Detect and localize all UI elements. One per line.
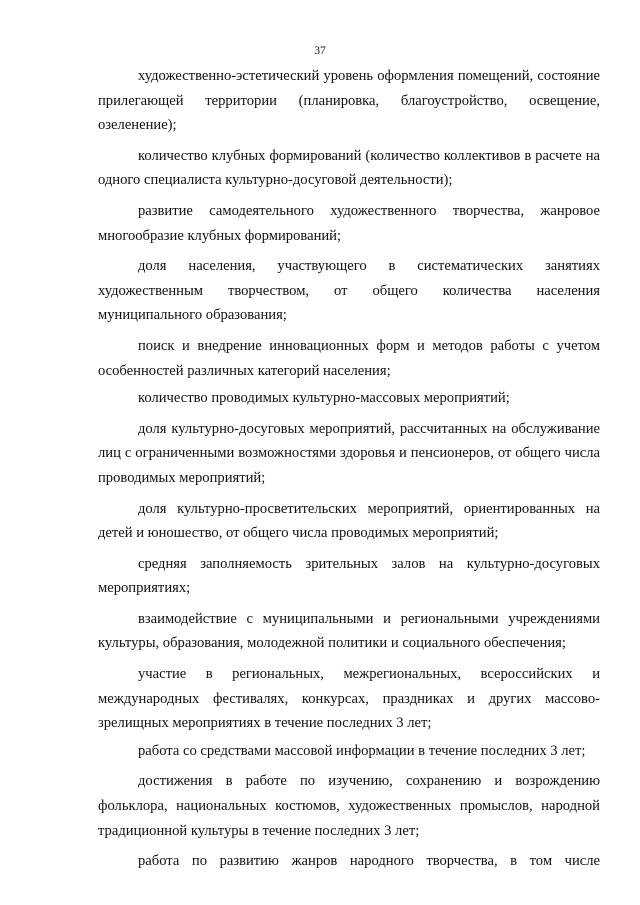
paragraph-5: поиск и внедрение инновационных форм и методов работы с учетом особенностей различных категорий населения; bbox=[98, 337, 600, 379]
document-body bbox=[98, 64, 600, 874]
paragraph-9: средняя заполняемость зрительных залов на культурно-досуговых мероприятиях; bbox=[98, 555, 600, 597]
paragraph-12: работа со средствами массовой информации в течение последних 3 лет; bbox=[138, 742, 586, 759]
paragraph-7: доля культурно-досуговых мероприятий, рассчитанных на обслуживание лиц с ограниченными возможностями здоровья и пенсионеров, от общего числа проводимых мероприятий; bbox=[98, 420, 600, 486]
paragraph-3: развитие самодеятельного художественного творчества, жанровое многообразие клубных формирований; bbox=[98, 202, 600, 244]
paragraph-4: доля населения, участвующего в систематических занятиях художественным творчеством, от общего количества населения муниципального образования; bbox=[98, 258, 600, 324]
page-number: 37 bbox=[314, 45, 326, 57]
paragraph-1: художественно-эстетический уровень оформления помещений, состояние прилегающей территории (планировка, благоустройство, освещение, озеленение); bbox=[98, 68, 600, 134]
paragraph-14: работа по развитию жанров народного творчества, в том числе bbox=[138, 853, 600, 870]
paragraph-13: достижения в работе по изучению, сохранению и возрождению фольклора, национальных костюмов, художественных промыслов, народной традиционной культуры в течение последних 3 лет; bbox=[98, 773, 600, 839]
paragraph-11: участие в региональных, межрегиональных, всероссийских и международных фестивалях, конкурсах, праздниках и других массово-зрелищных мероприятиях в течение последних 3 лет; bbox=[98, 666, 600, 732]
paragraph-2: количество клубных формирований (количество коллективов в расчете на одного специалиста культурно-досуговой деятельности); bbox=[98, 147, 600, 189]
paragraph-8: доля культурно-просветительских мероприятий, ориентированных на детей и юношество, от общего числа проводимых мероприятий; bbox=[98, 500, 600, 542]
paragraph-6: количество проводимых культурно-массовых мероприятий; bbox=[138, 390, 510, 407]
paragraph-10: взаимодействие с муниципальными и региональными учреждениями культуры, образования, молодежной политики и социального обеспечения; bbox=[98, 610, 600, 652]
